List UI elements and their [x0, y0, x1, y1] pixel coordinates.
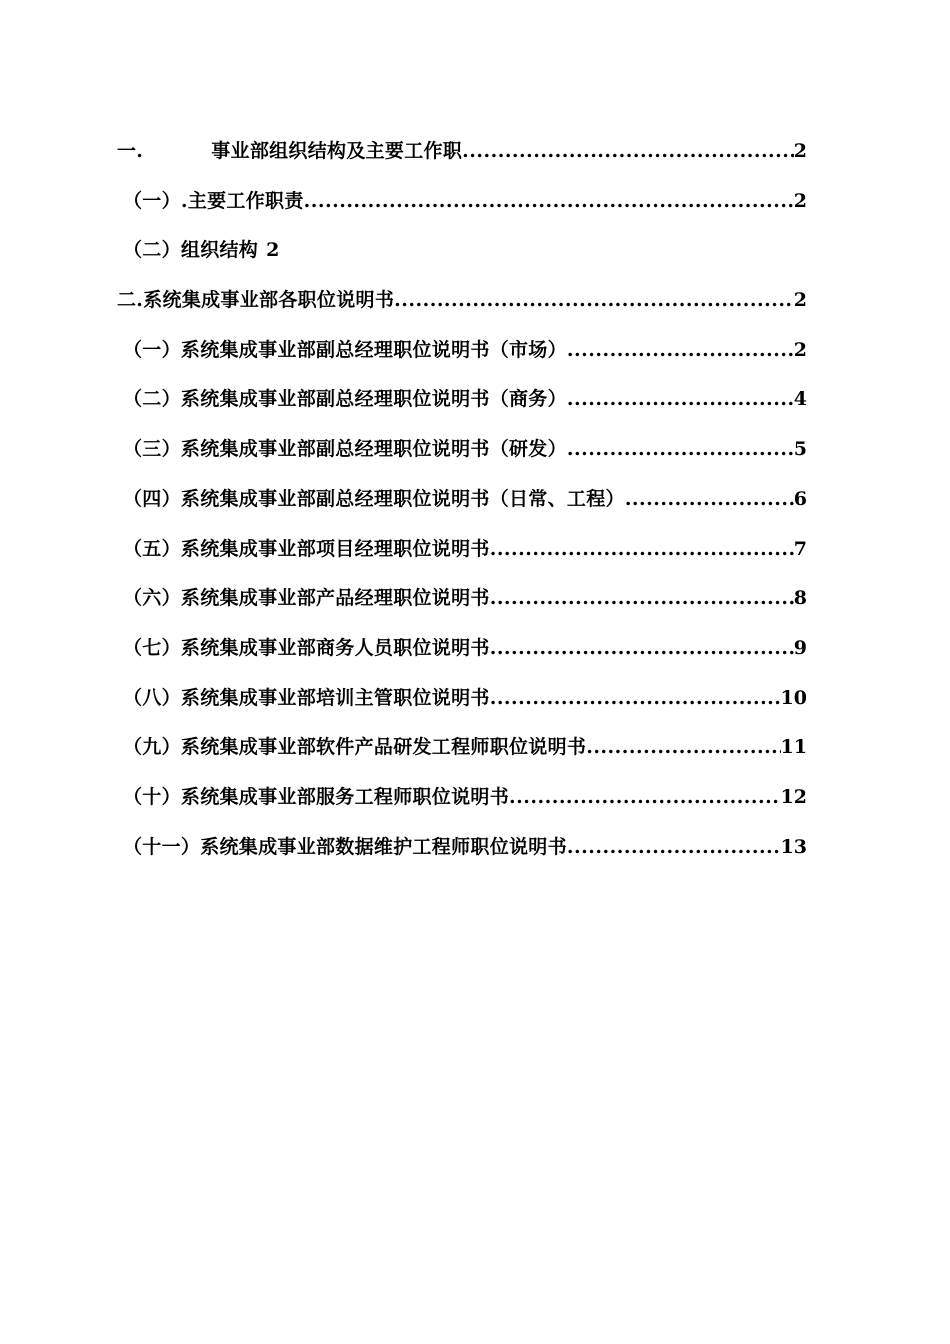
dot-leader: [304, 182, 794, 220]
toc-entry[interactable]: [117, 430, 807, 480]
toc-entry-text: （十一）系统集成事业部数据维护工程师职位说明书: [123, 835, 567, 858]
toc-entry-text: （二）系统集成事业部副总经理职位说明书（商务）: [123, 388, 567, 411]
toc-entry-text: （八）系统集成事业部培训主管职位说明书: [123, 686, 490, 709]
toc-page-number: 10: [780, 686, 807, 709]
toc-page-number: 6: [793, 487, 807, 510]
toc-entry-title: [123, 331, 567, 369]
dot-leader: [567, 331, 794, 369]
toc-page-number: 9: [793, 636, 807, 659]
toc-entry-title: [123, 629, 490, 667]
toc-entry-text: （七）系统集成事业部商务人员职位说明书: [123, 636, 490, 659]
dot-leader: [567, 380, 794, 418]
toc-page-number: 7: [793, 537, 807, 560]
toc-page-number: 8: [793, 587, 807, 610]
dot-leader: [462, 132, 794, 170]
dot-leader: [567, 828, 781, 866]
toc-entry[interactable]: [117, 132, 807, 182]
toc-entry-text: （二）组织结构: [123, 239, 259, 262]
toc-entry-text: （一）.主要工作职责: [123, 189, 304, 212]
toc-entry[interactable]: [117, 380, 807, 430]
toc-page-number: 2: [793, 140, 807, 162]
toc-page-number: 2: [266, 239, 280, 262]
toc-entry[interactable]: [117, 530, 807, 580]
toc-entry-title: [123, 480, 625, 518]
dot-leader: [490, 530, 794, 568]
dot-leader: [490, 679, 781, 717]
toc-entry[interactable]: [117, 480, 807, 530]
toc-entry-title: [123, 579, 490, 617]
toc-page-number: 12: [780, 785, 807, 808]
toc-page-number: 5: [793, 438, 807, 461]
toc-entry[interactable]: [117, 778, 807, 828]
toc-entry-text: （六）系统集成事业部产品经理职位说明书: [123, 587, 490, 610]
toc-entry-text: （十）系统集成事业部服务工程师职位说明书: [123, 785, 510, 808]
toc-entry-title: [123, 231, 258, 269]
toc-page-number: 2: [793, 189, 807, 212]
toc-entry-title: [123, 430, 567, 468]
toc-entry-text: （一）系统集成事业部副总经理职位说明书（市场）: [123, 338, 567, 361]
toc-page-number: 13: [780, 835, 807, 858]
toc-entry[interactable]: [117, 728, 807, 778]
toc-entry-title: [123, 182, 304, 220]
toc-entry-text: （三）系统集成事业部副总经理职位说明书（研发）: [123, 438, 567, 461]
toc-entry-title: [123, 728, 586, 766]
toc-entry-text: （九）系统集成事业部软件产品研发工程师职位说明书: [123, 736, 587, 759]
dot-leader: [567, 430, 794, 468]
dot-leader: [586, 728, 780, 766]
dot-leader: [490, 579, 794, 617]
dot-leader: [394, 281, 794, 319]
toc-page-number: 2: [793, 338, 807, 361]
toc-entry-title: [117, 132, 462, 170]
toc-page-number: 4: [793, 388, 807, 411]
toc-entry[interactable]: [117, 579, 807, 629]
toc-entry-text: 二.系统集成事业部各职位说明书: [117, 289, 395, 312]
toc-entry[interactable]: [117, 629, 807, 679]
toc-entry[interactable]: [117, 231, 807, 281]
toc-entry-number: 一.: [117, 140, 144, 162]
toc-entry-text: （五）系统集成事业部项目经理职位说明书: [123, 537, 490, 560]
toc-entry-title: [123, 530, 490, 568]
toc-page-number: 11: [780, 736, 807, 759]
dot-leader: [490, 629, 794, 667]
toc-entry-title: [117, 281, 394, 319]
toc-entry[interactable]: [117, 281, 807, 331]
toc-entry-text: 事业部组织结构及主要工作职: [211, 140, 463, 162]
table-of-contents: [117, 132, 807, 877]
dot-leader: [509, 778, 781, 816]
toc-entry-title: [123, 778, 509, 816]
toc-entry[interactable]: [117, 331, 807, 381]
toc-page-number: 2: [793, 289, 807, 312]
toc-entry[interactable]: [117, 182, 807, 232]
toc-entry[interactable]: [117, 679, 807, 729]
toc-entry-title: [123, 380, 567, 418]
toc-entry[interactable]: [117, 828, 807, 878]
toc-entry-title: [123, 679, 490, 717]
toc-entry-text: （四）系统集成事业部副总经理职位说明书（日常、工程）: [123, 487, 625, 510]
toc-entry-title: [123, 828, 567, 866]
dot-leader: [625, 480, 794, 518]
